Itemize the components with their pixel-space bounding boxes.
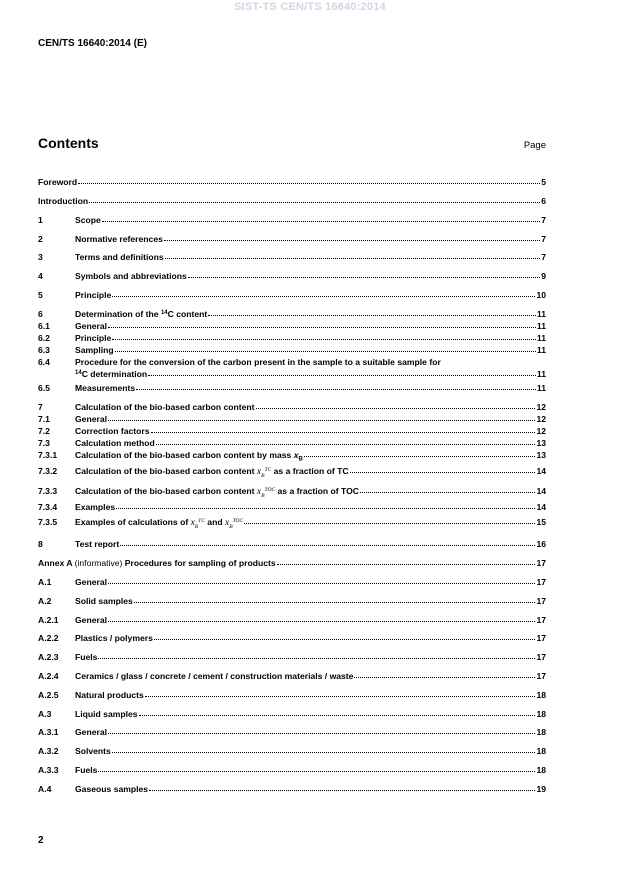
dot-leader <box>78 182 540 184</box>
toc-entry-page: 13 <box>536 450 546 460</box>
toc-entry-title: Terms and definitions <box>75 252 164 262</box>
toc-entry-title: Calculation method <box>75 438 155 448</box>
toc-entry-number: A.2.4 <box>38 671 59 681</box>
toc-entry-page: 13 <box>536 438 546 448</box>
dot-leader <box>98 770 535 772</box>
dot-leader <box>165 257 541 259</box>
toc-entry-page: 14 <box>536 486 546 496</box>
toc-entry-8[interactable] <box>38 539 546 549</box>
toc-entry-number: 6.1 <box>38 321 50 331</box>
toc-entry-title: Test report <box>75 539 120 549</box>
toc-entry-7-3-4[interactable] <box>38 502 546 512</box>
toc-entry-page: 11 <box>536 309 546 319</box>
toc-entry-page: 17 <box>536 558 546 568</box>
toc-entry-title: Calculation of the bio-based carbon content $x_B^{TC}$ as a fraction of TC <box>75 466 349 479</box>
toc-entry-number: 4 <box>38 271 43 281</box>
watermark: SIST-TS CEN/TS 16640:2014 <box>234 1 386 13</box>
toc-entry-title: Examples <box>75 502 116 512</box>
dot-leader <box>112 295 535 297</box>
toc-entry-title: Symbols and abbreviations <box>75 271 187 281</box>
toc-entry-title: Ceramics / glass / concrete / cement / construction materials / waste <box>75 671 354 681</box>
toc-entry-number: A.3.3 <box>38 765 59 775</box>
toc-entry-page: 7 <box>541 234 546 244</box>
toc-entry-7-3-2[interactable] <box>38 466 546 477</box>
dot-leader <box>154 638 536 640</box>
toc-entry-introduction[interactable] <box>38 196 546 206</box>
dot-leader <box>134 601 536 603</box>
toc-entry-annex-a[interactable] <box>38 558 546 568</box>
toc-entry-7-2[interactable] <box>38 426 546 436</box>
toc-entry-number: A.3.1 <box>38 727 59 737</box>
toc-entry-a-3-2[interactable] <box>38 746 546 756</box>
table-of-contents <box>38 0 546 877</box>
toc-entry-page: 6 <box>541 196 546 206</box>
toc-entry-number: A.2.2 <box>38 633 59 643</box>
dot-leader <box>277 563 536 565</box>
dot-leader <box>108 582 535 584</box>
toc-entry-a-4[interactable] <box>38 784 546 794</box>
toc-entry-7-1[interactable] <box>38 414 546 424</box>
toc-entry-number: 6.4 <box>38 357 50 367</box>
dot-leader <box>244 522 535 524</box>
toc-entry-title: Natural products <box>75 690 144 700</box>
toc-entry-number: A.2.3 <box>38 652 59 662</box>
toc-entry-number: A.2.1 <box>38 615 59 625</box>
toc-entry-page: 19 <box>536 784 546 794</box>
toc-entry-number: 7.1 <box>38 414 50 424</box>
math-symbol: $x_B^{TOC}$ <box>256 487 276 499</box>
toc-entry-number: 6.5 <box>38 383 50 393</box>
toc-entry-a-1[interactable] <box>38 577 546 587</box>
toc-entry-number: 6.3 <box>38 345 50 355</box>
toc-entry-5[interactable] <box>38 290 546 300</box>
toc-entry-title: Sampling <box>75 345 114 355</box>
dot-leader <box>112 751 536 753</box>
toc-entry-7-3[interactable] <box>38 438 546 448</box>
toc-entry-page: 12 <box>536 426 546 436</box>
toc-entry-page: 11 <box>536 321 546 331</box>
dot-leader <box>156 443 536 445</box>
toc-entry-a-3-3[interactable] <box>38 765 546 775</box>
dot-leader <box>108 620 535 622</box>
toc-entry-title: Correction factors <box>75 426 150 436</box>
toc-entry-title: Determination of the $^{14}$C content <box>75 309 208 319</box>
toc-entry-title: Calculation of the bio-based carbon content by mass $x_B$ <box>75 450 303 463</box>
toc-entry-title: General <box>75 577 108 587</box>
toc-entry-a-2-5[interactable] <box>38 690 546 700</box>
toc-entry-page: 17 <box>536 615 546 625</box>
toc-entry-number: A.4 <box>38 784 52 794</box>
toc-entry-page: 7 <box>541 215 546 225</box>
toc-entry-number: 7.3.5 <box>38 517 58 527</box>
toc-entry-7[interactable] <box>38 402 546 412</box>
toc-entry-page: 17 <box>536 633 546 643</box>
dot-leader <box>350 471 536 473</box>
toc-entry-number: A.2 <box>38 596 52 606</box>
toc-entry-number: 1 <box>38 215 43 225</box>
toc-entry-number: 6 <box>38 309 43 319</box>
toc-entry-number: 7.3.4 <box>38 502 58 512</box>
toc-entry-page: 5 <box>541 177 546 187</box>
toc-entry-title: Calculation of the bio-based carbon content <box>75 402 255 412</box>
toc-entry-number: A.3.2 <box>38 746 59 756</box>
toc-entry-page: 12 <box>536 402 546 412</box>
toc-entry-number: 7.3.1 <box>38 450 58 460</box>
dot-leader <box>151 431 536 433</box>
page-number: 2 <box>38 835 44 846</box>
toc-entry-title: Plastics / polymers <box>75 633 153 643</box>
toc-entry-page: 14 <box>536 466 546 476</box>
dot-leader <box>98 657 535 659</box>
toc-entry-number: 6.2 <box>38 333 50 343</box>
toc-entry-7-3-3[interactable] <box>38 486 546 497</box>
dot-leader <box>188 276 540 278</box>
dot-leader <box>108 419 535 421</box>
toc-entry-title: Examples of calculations of $x_B^{TC}$ and $x_B^{TOC}$ <box>75 517 244 530</box>
dot-leader <box>102 220 540 222</box>
toc-entry-foreword[interactable] <box>38 177 546 187</box>
toc-entry-title: Fuels <box>75 765 98 775</box>
document-id: CEN/TS 16640:2014 (E) <box>38 38 147 49</box>
toc-entry-number: 7.3 <box>38 438 50 448</box>
toc-entry-6-1[interactable] <box>38 321 546 331</box>
toc-entry-page: 17 <box>536 671 546 681</box>
dot-leader <box>120 544 535 546</box>
toc-entry-a-3-1[interactable] <box>38 727 546 737</box>
dot-leader <box>149 789 535 791</box>
toc-entry-title: General <box>75 414 108 424</box>
toc-entry-6[interactable] <box>38 309 546 319</box>
dot-leader <box>145 695 536 697</box>
toc-entry-a-2-4[interactable] <box>38 671 546 681</box>
toc-entry-6-4-continued[interactable] <box>38 369 546 379</box>
toc-entry-number: 2 <box>38 234 43 244</box>
toc-entry-1[interactable] <box>38 215 546 225</box>
toc-entry-page: 14 <box>536 502 546 512</box>
toc-entry-6-2[interactable] <box>38 333 546 343</box>
toc-entry-title: Fuels <box>75 652 98 662</box>
dot-leader <box>108 326 536 328</box>
toc-entry-title: Scope <box>75 215 101 225</box>
dot-leader <box>89 201 540 203</box>
page-title: Contents <box>38 135 99 151</box>
toc-entry-number: 7 <box>38 402 43 412</box>
toc-entry-page: 17 <box>536 652 546 662</box>
dot-leader <box>112 338 536 340</box>
toc-entry-title: General <box>75 727 108 737</box>
toc-entry-page: 16 <box>536 539 546 549</box>
dot-leader <box>148 374 536 376</box>
toc-entry-title: Gaseous samples <box>75 784 149 794</box>
toc-entry-title: Solid samples <box>75 596 133 606</box>
toc-entry-page: 11 <box>536 333 546 343</box>
toc-entry-4[interactable] <box>38 271 546 281</box>
toc-entry-page: 11 <box>536 345 546 355</box>
toc-entry-title: General <box>75 321 108 331</box>
toc-entry-title: $^{14}$C determination <box>75 369 148 379</box>
toc-entry-a-3[interactable] <box>38 709 546 719</box>
math-symbol: $x_B^{TC}$ <box>256 467 272 479</box>
dot-leader <box>116 507 535 509</box>
toc-entry-page: 11 <box>536 369 546 379</box>
toc-entry-page: 15 <box>536 517 546 527</box>
dot-leader <box>354 676 535 678</box>
toc-entry-7-3-5[interactable] <box>38 517 546 528</box>
toc-entry-page: 18 <box>536 727 546 737</box>
toc-entry-3[interactable] <box>38 252 546 262</box>
toc-entry-2[interactable] <box>38 234 546 244</box>
toc-entry-number: 8 <box>38 539 43 549</box>
toc-entry-number: A.3 <box>38 709 52 719</box>
toc-entry-title: Introduction <box>38 196 89 206</box>
dot-leader <box>139 714 536 716</box>
toc-entry-page: 12 <box>536 414 546 424</box>
toc-entry-number: 7.3.2 <box>38 466 58 476</box>
toc-entry-number: 3 <box>38 252 43 262</box>
toc-entry-page: 10 <box>536 290 546 300</box>
toc-entry-7-3-1[interactable] <box>38 450 546 463</box>
toc-entry-page: 17 <box>536 577 546 587</box>
page-column-label: Page <box>523 140 546 151</box>
toc-entry-title: Principle <box>75 333 112 343</box>
toc-entry-page: 17 <box>536 596 546 606</box>
math-symbol: $x_B^{TC}$ <box>190 518 205 530</box>
dot-leader <box>208 314 536 316</box>
dot-leader <box>256 407 536 409</box>
dot-leader <box>115 350 536 352</box>
toc-entry-page: 18 <box>536 709 546 719</box>
toc-entry-title: Solvents <box>75 746 111 756</box>
toc-entry-page: 9 <box>541 271 546 281</box>
toc-entry-page: 7 <box>541 252 546 262</box>
toc-entry-page: 18 <box>536 746 546 756</box>
toc-entry-title: Measurements <box>75 383 136 393</box>
toc-entry-6-4[interactable] <box>38 357 546 367</box>
toc-entry-page: 18 <box>536 765 546 775</box>
toc-entry-a-2-2[interactable] <box>38 633 546 643</box>
toc-entry-a-2-1[interactable] <box>38 615 546 625</box>
toc-entry-title: Principle <box>75 290 112 300</box>
toc-entry-a-2[interactable] <box>38 596 546 606</box>
dot-leader <box>136 388 536 390</box>
toc-entry-6-5[interactable] <box>38 383 546 393</box>
toc-entry-a-2-3[interactable] <box>38 652 546 662</box>
dot-leader <box>360 491 535 493</box>
toc-entry-6-3[interactable] <box>38 345 546 355</box>
dot-leader <box>164 239 540 241</box>
toc-entry-title: Foreword <box>38 177 78 187</box>
toc-entry-title: Liquid samples <box>75 709 138 719</box>
toc-entry-page: 11 <box>536 383 546 393</box>
toc-entry-title: Procedure for the conversion of the carbon present in the sample to a suitable sample for <box>75 357 441 367</box>
toc-entry-number: 7.3.3 <box>38 486 58 496</box>
toc-entry-title: General <box>75 615 108 625</box>
dot-leader <box>304 455 536 457</box>
toc-entry-title: Calculation of the bio-based carbon content $x_B^{TOC}$ as a fraction of TOC <box>75 486 360 499</box>
toc-entry-title: Annex A (informative) Procedures for sampling of products <box>38 558 276 568</box>
toc-entry-number: 5 <box>38 290 43 300</box>
math-symbol: $x_B^{TOC}$ <box>224 518 244 530</box>
toc-entry-title: Normative references <box>75 234 163 244</box>
dot-leader <box>108 732 535 734</box>
toc-entry-page: 18 <box>536 690 546 700</box>
toc-entry-number: A.1 <box>38 577 52 587</box>
toc-entry-number: A.2.5 <box>38 690 59 700</box>
toc-entry-number: 7.2 <box>38 426 50 436</box>
